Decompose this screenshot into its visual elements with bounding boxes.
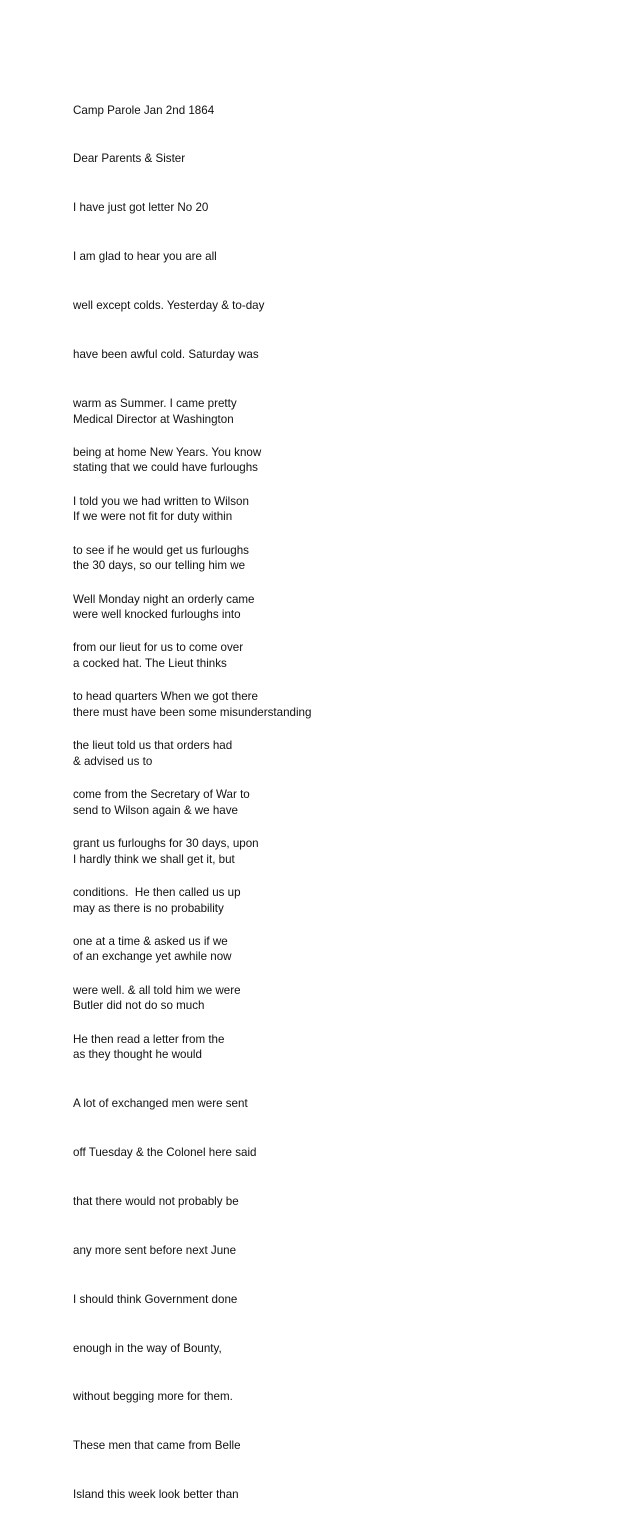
letter-line: Dear Parents & Sister [73, 152, 186, 166]
letter-line: Well Monday night an orderly came [73, 592, 255, 606]
letter-line: that there would not probably be [73, 1194, 239, 1208]
letter-line: to see if he would get us furloughs [73, 543, 249, 557]
letter-line: Butler did not do so much [73, 999, 205, 1013]
letter-line: being at home New Years. You know [73, 445, 262, 459]
letter-line: Camp Parole Jan 2nd 1864 [73, 103, 215, 117]
letter-line: & advised us to [73, 754, 153, 768]
letter-line: I told you we had written to Wilson [73, 494, 249, 508]
letter-line: come from the Secretary of War to [73, 788, 250, 802]
letter-line: any more sent before next June [73, 1243, 237, 1257]
letter-line: were well. & all told him we were [73, 983, 241, 997]
letter-line: may as there is no probability [73, 901, 224, 915]
letter-line: as they thought he would [73, 1048, 202, 1062]
letter-paragraph-2 [73, 379, 311, 1536]
letter-line: warm as Summer. I came pretty [73, 396, 237, 410]
letter-line: a cocked hat. The Lieut thinks [73, 657, 227, 671]
letter-line: one at a time & asked us if we [73, 934, 228, 948]
letter-line: He then read a letter from the [73, 1032, 225, 1046]
letter-line: were well knocked furloughs into [73, 608, 241, 622]
letter-line: I hardly think we shall get it, but [73, 852, 235, 866]
letter-line: conditions. He then called us up [73, 885, 241, 899]
letter-line: well except colds. Yesterday & to-day [73, 299, 265, 313]
letter-line: These men that came from Belle [73, 1439, 241, 1453]
letter-line: Island this week look better than [73, 1488, 239, 1502]
letter-line: I have just got letter No 20 [73, 201, 209, 215]
letter-line: send to Wilson again & we have [73, 803, 238, 817]
letter-line: from our lieut for us to come over [73, 641, 244, 655]
letter-line: enough in the way of Bounty, [73, 1341, 222, 1355]
letter-line: the 30 days, so our telling him we [73, 559, 246, 573]
letter-line: of an exchange yet awhile now [73, 950, 232, 964]
letter-line: there must have been some misunderstanding [73, 705, 312, 719]
letter-line: Medical Director at Washington [73, 412, 234, 426]
letter-line: I should think Government done [73, 1292, 238, 1306]
letter-line: If we were not fit for duty within [73, 510, 233, 524]
letter-line: I am glad to hear you are all [73, 250, 217, 264]
letter-line: A lot of exchanged men were sent [73, 1097, 248, 1111]
letter-line: off Tuesday & the Colonel here said [73, 1145, 257, 1159]
letter-line: without begging more for them. [73, 1390, 233, 1404]
letter-line: to head quarters When we got there [73, 690, 258, 704]
letter-line: have been awful cold. Saturday was [73, 348, 259, 362]
letter-line: the lieut told us that orders had [73, 739, 233, 753]
letter-line: grant us furloughs for 30 days, upon [73, 836, 259, 850]
letter-line: stating that we could have furloughs [73, 461, 258, 475]
